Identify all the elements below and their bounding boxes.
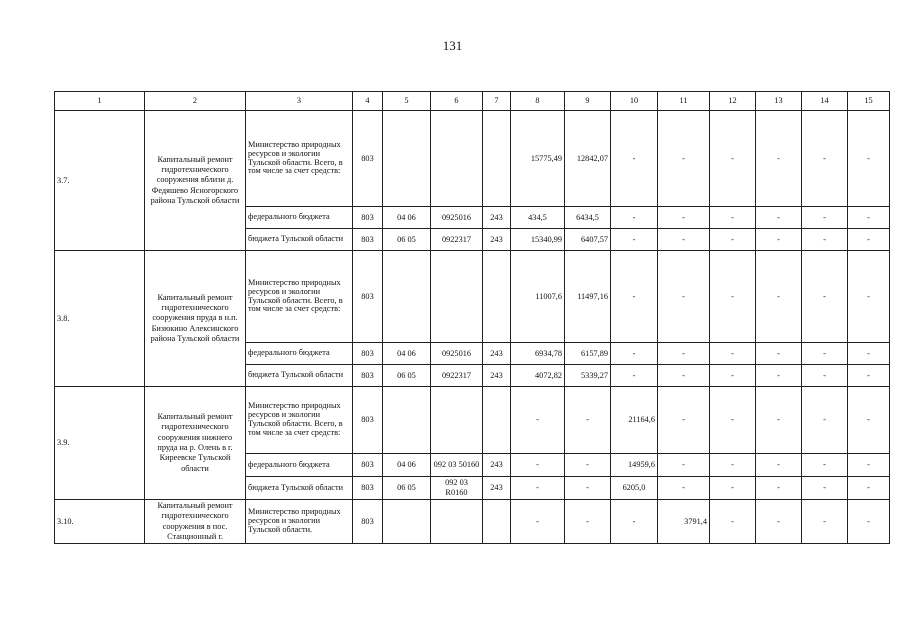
cell-c12: - <box>710 251 756 343</box>
cell-c12: - <box>710 207 756 229</box>
header-cell: 4 <box>353 92 383 111</box>
cell-c5: 06 05 <box>383 477 431 500</box>
cell-c15: - <box>848 477 890 500</box>
funding-source: Министерство природных ресурсов и экологии Тульской области. Всего, в том числе за счет средств: <box>246 387 353 454</box>
cell-c15: - <box>848 500 890 544</box>
table-row <box>55 251 890 343</box>
cell-c13: - <box>756 251 802 343</box>
cell-c9: 11497,16 <box>565 251 611 343</box>
table-row <box>55 500 890 544</box>
item-number: 3.10. <box>55 500 145 544</box>
cell-c8: - <box>511 500 565 544</box>
cell-c9: 12842,07 <box>565 111 611 207</box>
header-cell: 9 <box>565 92 611 111</box>
cell-c6: 092 03 50160 <box>431 454 483 477</box>
funding-source: Министерство природных ресурсов и экологии Тульской области. <box>246 500 353 544</box>
item-name: Капитальный ремонт гидротехнического сооружения пруда в н.п. Бизюкино Алексинского района Тульской области <box>145 251 246 387</box>
cell-c11: - <box>658 111 710 207</box>
cell-c14: - <box>802 251 848 343</box>
cell-c8: 4072,82 <box>511 365 565 387</box>
cell-c13: - <box>756 387 802 454</box>
cell-c8: 15340,99 <box>511 229 565 251</box>
cell-c14: - <box>802 387 848 454</box>
cell-c11: - <box>658 343 710 365</box>
cell-c4: 803 <box>353 343 383 365</box>
cell-c4: 803 <box>353 454 383 477</box>
header-cell: 3 <box>246 92 353 111</box>
cell-c5: 06 05 <box>383 229 431 251</box>
cell-c8: - <box>511 454 565 477</box>
cell-c5 <box>383 387 431 454</box>
cell-c8: 6934,78 <box>511 343 565 365</box>
header-cell: 5 <box>383 92 431 111</box>
cell-c9: - <box>565 500 611 544</box>
cell-c15: - <box>848 229 890 251</box>
cell-c13: - <box>756 477 802 500</box>
cell-c5: 06 05 <box>383 365 431 387</box>
cell-c5 <box>383 500 431 544</box>
header-cell: 2 <box>145 92 246 111</box>
cell-c6 <box>431 500 483 544</box>
cell-c5 <box>383 251 431 343</box>
header-cell: 10 <box>611 92 658 111</box>
page-number: 131 <box>442 38 463 53</box>
cell-c4: 803 <box>353 251 383 343</box>
cell-c13: - <box>756 207 802 229</box>
cell-c7: 243 <box>483 477 511 500</box>
cell-c15: - <box>848 343 890 365</box>
funding-source: бюджета Тульской области <box>246 229 353 251</box>
cell-c13: - <box>756 111 802 207</box>
cell-c9: - <box>565 454 611 477</box>
cell-c11: - <box>658 454 710 477</box>
cell-c8: 15775,49 <box>511 111 565 207</box>
table-row <box>55 387 890 454</box>
cell-c11: - <box>658 207 710 229</box>
cell-c13: - <box>756 365 802 387</box>
cell-c12: - <box>710 387 756 454</box>
header-cell: 14 <box>802 92 848 111</box>
cell-c10: 21164,6 <box>611 387 658 454</box>
cell-c7: 243 <box>483 454 511 477</box>
item-name: Капитальный ремонт гидротехнического сооружения вблизи д. Федяшево Ясногорского района Тульской области <box>145 111 246 251</box>
cell-c10: - <box>611 251 658 343</box>
cell-c14: - <box>802 207 848 229</box>
header-cell: 1 <box>55 92 145 111</box>
cell-c12: - <box>710 111 756 207</box>
cell-c13: - <box>756 229 802 251</box>
cell-c8: 11007,6 <box>511 251 565 343</box>
cell-c5: 04 06 <box>383 343 431 365</box>
budget-table <box>54 91 890 544</box>
cell-c9: 5339,27 <box>565 365 611 387</box>
header-cell: 7 <box>483 92 511 111</box>
header-cell: 6 <box>431 92 483 111</box>
header-cell: 13 <box>756 92 802 111</box>
cell-c7: 243 <box>483 207 511 229</box>
cell-c4: 803 <box>353 229 383 251</box>
cell-c4: 803 <box>353 207 383 229</box>
cell-c5: 04 06 <box>383 454 431 477</box>
header-row <box>55 92 890 111</box>
cell-c11: - <box>658 477 710 500</box>
cell-c15: - <box>848 454 890 477</box>
cell-c9: 6434,5 <box>565 207 611 229</box>
cell-c15: - <box>848 365 890 387</box>
cell-c13: - <box>756 343 802 365</box>
cell-c14: - <box>802 454 848 477</box>
funding-source: Министерство природных ресурсов и экологии Тульской области. Всего, в том числе за счет средств: <box>246 251 353 343</box>
cell-c14: - <box>802 229 848 251</box>
cell-c4: 803 <box>353 477 383 500</box>
funding-source: федерального бюджета <box>246 343 353 365</box>
cell-c10: - <box>611 365 658 387</box>
cell-c13: - <box>756 500 802 544</box>
cell-c8: 434,5 <box>511 207 565 229</box>
cell-c10: 14959,6 <box>611 454 658 477</box>
funding-source: федерального бюджета <box>246 454 353 477</box>
item-number: 3.9. <box>55 387 145 500</box>
funding-source: федерального бюджета <box>246 207 353 229</box>
cell-c7: 243 <box>483 229 511 251</box>
item-name: Капитальный ремонт гидротехнического сооружения в пос. Станционный г. <box>145 500 246 544</box>
header-cell: 12 <box>710 92 756 111</box>
cell-c4: 803 <box>353 365 383 387</box>
cell-c6: 092 03 R0160 <box>431 477 483 500</box>
header-cell: 8 <box>511 92 565 111</box>
cell-c7 <box>483 251 511 343</box>
cell-c7 <box>483 111 511 207</box>
cell-c6 <box>431 387 483 454</box>
cell-c12: - <box>710 477 756 500</box>
cell-c6: 0925016 <box>431 207 483 229</box>
funding-source: бюджета Тульской области <box>246 477 353 500</box>
table-row <box>55 111 890 207</box>
header-cell: 11 <box>658 92 710 111</box>
cell-c8: - <box>511 477 565 500</box>
cell-c14: - <box>802 111 848 207</box>
cell-c12: - <box>710 454 756 477</box>
cell-c10: - <box>611 500 658 544</box>
cell-c11: - <box>658 365 710 387</box>
cell-c15: - <box>848 207 890 229</box>
header-cell: 15 <box>848 92 890 111</box>
cell-c11: - <box>658 229 710 251</box>
cell-c9: - <box>565 477 611 500</box>
cell-c4: 803 <box>353 111 383 207</box>
cell-c10: - <box>611 343 658 365</box>
cell-c11: 3791,4 <box>658 500 710 544</box>
cell-c11: - <box>658 251 710 343</box>
cell-c9: 6407,57 <box>565 229 611 251</box>
cell-c8: - <box>511 387 565 454</box>
cell-c11: - <box>658 387 710 454</box>
item-name: Капитальный ремонт гидротехнического сооружения нижнего пруда на р. Олень в г. Киреевске Тульской области <box>145 387 246 500</box>
cell-c12: - <box>710 229 756 251</box>
funding-source: Министерство природных ресурсов и экологии Тульской области. Всего, в том числе за счет средств: <box>246 111 353 207</box>
cell-c7: 243 <box>483 343 511 365</box>
item-number: 3.8. <box>55 251 145 387</box>
cell-c10: - <box>611 229 658 251</box>
cell-c14: - <box>802 365 848 387</box>
cell-c10: - <box>611 207 658 229</box>
funding-source: бюджета Тульской области <box>246 365 353 387</box>
cell-c7: 243 <box>483 365 511 387</box>
cell-c9: - <box>565 387 611 454</box>
cell-c14: - <box>802 343 848 365</box>
cell-c13: - <box>756 454 802 477</box>
cell-c14: - <box>802 500 848 544</box>
cell-c10: - <box>611 111 658 207</box>
cell-c4: 803 <box>353 387 383 454</box>
cell-c6 <box>431 251 483 343</box>
cell-c12: - <box>710 500 756 544</box>
cell-c10: 6205,0 <box>611 477 658 500</box>
cell-c7 <box>483 387 511 454</box>
cell-c5: 04 06 <box>383 207 431 229</box>
cell-c6: 0925016 <box>431 343 483 365</box>
cell-c15: - <box>848 111 890 207</box>
cell-c9: 6157,89 <box>565 343 611 365</box>
cell-c7 <box>483 500 511 544</box>
cell-c15: - <box>848 387 890 454</box>
cell-c6: 0922317 <box>431 365 483 387</box>
cell-c15: - <box>848 251 890 343</box>
cell-c6: 0922317 <box>431 229 483 251</box>
cell-c4: 803 <box>353 500 383 544</box>
cell-c12: - <box>710 365 756 387</box>
cell-c12: - <box>710 343 756 365</box>
cell-c6 <box>431 111 483 207</box>
item-number: 3.7. <box>55 111 145 251</box>
cell-c5 <box>383 111 431 207</box>
cell-c14: - <box>802 477 848 500</box>
